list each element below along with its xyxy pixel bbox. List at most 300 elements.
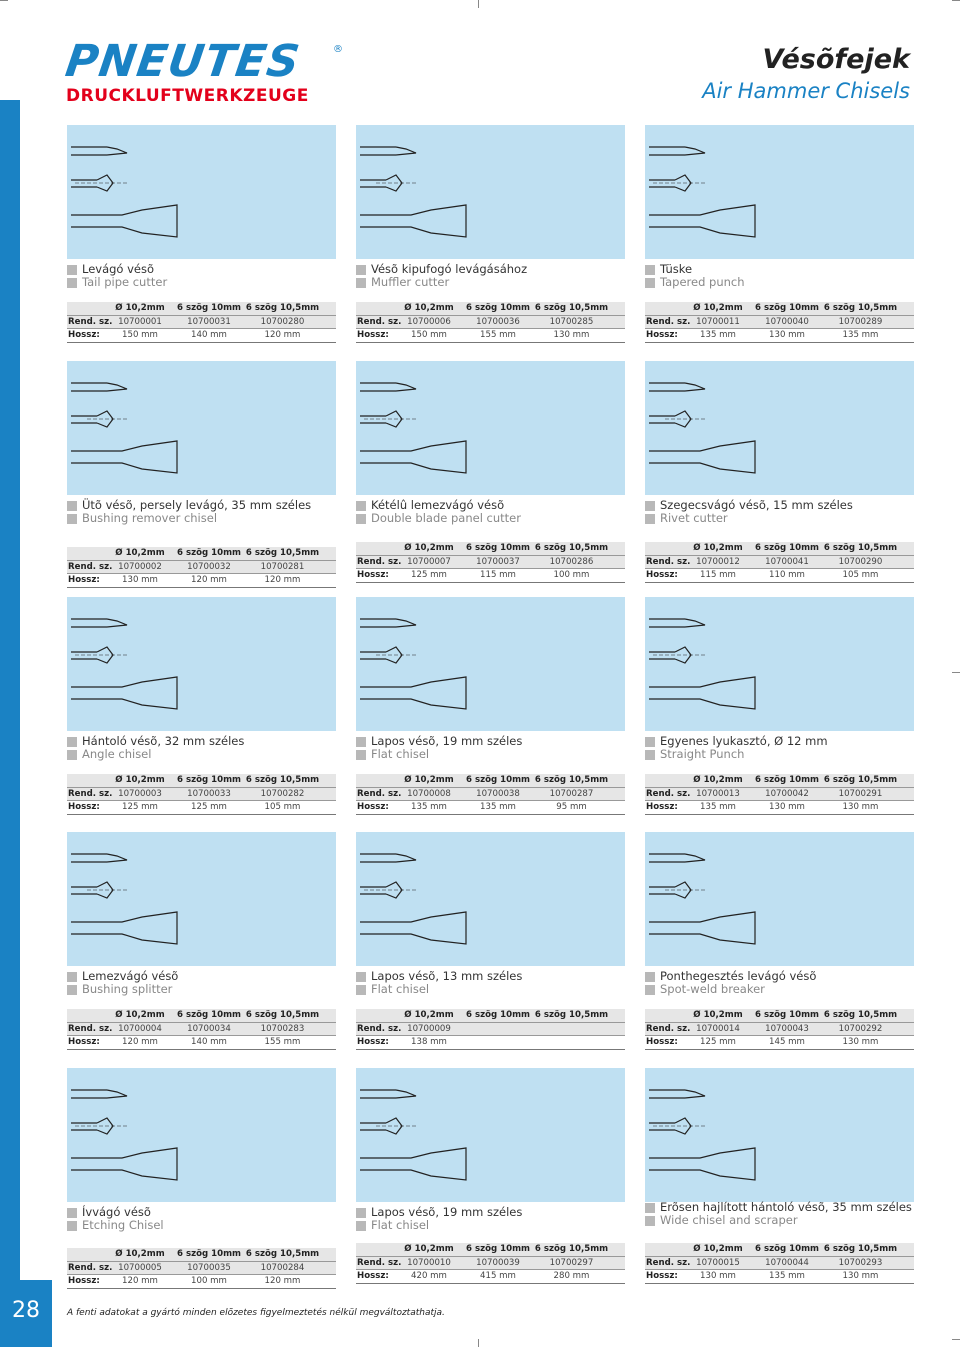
bullet-square-icon [67, 985, 77, 995]
bullet-square-icon [67, 278, 77, 288]
spec-table [645, 1009, 914, 1050]
product-image [356, 361, 625, 495]
product-image [645, 361, 914, 495]
col-header: Ø 10,2mm [693, 1010, 743, 1020]
order-number: 10700008 [407, 788, 451, 799]
col-header: Ø 10,2mm [115, 548, 165, 558]
product-name-hu: Levágó vésõ [82, 262, 155, 276]
order-number-row [645, 787, 914, 802]
length-value: 135 mm [700, 330, 736, 340]
order-number: 10700284 [260, 1262, 305, 1273]
length-value: 130 mm [700, 1271, 736, 1281]
spec-table [356, 542, 625, 583]
order-number: 10700013 [696, 788, 740, 799]
order-number: 10700042 [765, 788, 809, 799]
length-value: 145 mm [769, 1037, 805, 1047]
product-image [356, 832, 625, 966]
product-name-en: Spot-weld breaker [660, 982, 765, 996]
order-number: 10700015 [696, 1257, 740, 1268]
spec-header-row [645, 774, 914, 787]
order-number-label: Rend. sz. [646, 316, 691, 327]
bullet-square-icon [67, 750, 77, 760]
product-names [67, 735, 336, 761]
length-row [67, 329, 336, 343]
bullet-square-icon [645, 278, 655, 288]
order-number: 10700010 [407, 1257, 451, 1268]
order-number-row [67, 1022, 336, 1037]
col-header: 6 szög 10,5mm [245, 548, 320, 558]
page-number: 28 [12, 1298, 40, 1323]
spec-table [645, 542, 914, 583]
product-names [356, 1206, 625, 1232]
order-number-label: Rend. sz. [357, 1023, 402, 1034]
order-number-row [356, 555, 625, 570]
col-header: Ø 10,2mm [404, 1010, 454, 1020]
product-name-hu: Ütõ vésõ, persely levágó, 35 mm széles [82, 498, 312, 512]
spec-header-row [67, 1009, 336, 1022]
order-number-label: Rend. sz. [357, 316, 402, 327]
col-header: 6 szög 10,5mm [823, 303, 898, 313]
bullet-square-icon [67, 1221, 77, 1231]
length-row [356, 569, 625, 583]
order-number: 10700287 [549, 788, 594, 799]
length-value: 105 mm [264, 802, 301, 812]
order-number: 10700033 [187, 788, 231, 799]
product-name-en: Wide chisel and scraper [660, 1213, 798, 1227]
order-number-row [67, 315, 336, 330]
length-value: 130 mm [769, 802, 805, 812]
order-number: 10700293 [838, 1257, 883, 1268]
length-value: 100 mm [191, 1276, 227, 1286]
chisel-illustration [67, 832, 336, 966]
length-label: Hossz: [68, 1037, 100, 1047]
spec-header-row [356, 302, 625, 315]
product-image [67, 361, 336, 495]
chisel-illustration [67, 597, 336, 731]
chisel-illustration [645, 832, 914, 966]
length-value: 120 mm [122, 1037, 158, 1047]
product-names [645, 499, 914, 525]
length-value: 140 mm [191, 1037, 227, 1047]
product-image [356, 125, 625, 259]
col-header: 6 szög 10,5mm [823, 543, 898, 553]
spec-header-row [67, 302, 336, 315]
col-header: 6 szög 10mm [176, 303, 241, 313]
bullet-square-icon [356, 750, 366, 760]
col-header: 6 szög 10mm [465, 543, 530, 553]
col-header: 6 szög 10,5mm [534, 1010, 609, 1020]
length-value: 120 mm [264, 1276, 301, 1286]
order-number: 10700040 [765, 316, 809, 327]
order-number: 10700281 [260, 561, 305, 572]
order-number-row [356, 1022, 625, 1037]
col-header: 6 szög 10mm [176, 775, 241, 785]
footer-disclaimer: A fenti adatokat a gyártó minden elõzetes figyelmeztetés nélkül megváltoztathatja. [67, 1308, 445, 1318]
spec-header-row [645, 542, 914, 555]
length-label: Hossz: [646, 570, 678, 580]
product-name-en: Double blade panel cutter [371, 511, 521, 525]
col-header: 6 szög 10mm [176, 548, 241, 558]
order-number: 10700037 [476, 556, 520, 567]
product-name-hu: Lapos vésõ, 19 mm széles [371, 734, 523, 748]
bullet-square-icon [356, 1208, 366, 1218]
length-row [645, 569, 914, 583]
length-row [645, 1270, 914, 1284]
chisel-illustration [645, 361, 914, 495]
order-number: 10700032 [187, 561, 231, 572]
product-name-hu: Szegecsvágó vésõ, 15 mm széles [660, 498, 853, 512]
product-names [67, 263, 336, 289]
bullet-square-icon [645, 972, 655, 982]
product-name-hu: Kétélû lemezvágó vésõ [371, 498, 505, 512]
order-number: 10700043 [765, 1023, 809, 1034]
order-number-label: Rend. sz. [68, 1262, 113, 1273]
length-row [356, 329, 625, 343]
bullet-square-icon [356, 1221, 366, 1231]
product-name-en: Flat chisel [371, 982, 430, 996]
chisel-illustration [356, 125, 625, 259]
bullet-square-icon [356, 501, 366, 511]
bullet-square-icon [645, 1216, 655, 1226]
length-value: 155 mm [480, 330, 516, 340]
length-value: 125 mm [191, 802, 227, 812]
spec-table [356, 1009, 625, 1050]
crop-mark [0, 0, 8, 1]
order-number: 10700292 [838, 1023, 883, 1034]
col-header: 6 szög 10,5mm [245, 1249, 320, 1259]
length-label: Hossz: [646, 330, 678, 340]
product-names [67, 499, 336, 525]
product-names [645, 970, 914, 996]
spec-table [67, 774, 336, 815]
length-value: 130 mm [842, 1271, 879, 1281]
product-name-en: Bushing splitter [82, 982, 173, 996]
order-number: 10700011 [696, 316, 740, 327]
bullet-square-icon [645, 737, 655, 747]
product-name-en: Etching Chisel [82, 1218, 164, 1232]
bullet-square-icon [356, 265, 366, 275]
chisel-illustration [356, 1068, 625, 1202]
chisel-illustration [356, 361, 625, 495]
col-header: 6 szög 10,5mm [534, 1244, 609, 1254]
order-number: 10700012 [696, 556, 740, 567]
col-header: Ø 10,2mm [404, 775, 454, 785]
product-names [356, 499, 625, 525]
product-name-hu: Erõsen hajlított hántoló vésõ, 35 mm széles [660, 1200, 912, 1214]
col-header: 6 szög 10,5mm [245, 303, 320, 313]
order-number: 10700291 [838, 788, 883, 799]
product-name-hu: Ívvágó vésõ [82, 1205, 151, 1219]
product-image [356, 597, 625, 731]
col-header: 6 szög 10mm [754, 303, 819, 313]
col-header: Ø 10,2mm [115, 303, 165, 313]
chisel-illustration [645, 125, 914, 259]
product-name-en: Flat chisel [371, 1218, 430, 1232]
col-header: 6 szög 10mm [754, 1010, 819, 1020]
length-value: 150 mm [411, 330, 447, 340]
spec-table [356, 302, 625, 343]
col-header: 6 szög 10,5mm [245, 1010, 320, 1020]
order-number: 10700038 [476, 788, 520, 799]
length-value: 125 mm [122, 802, 158, 812]
product-names [356, 263, 625, 289]
length-value: 130 mm [842, 1037, 879, 1047]
crop-mark [952, 0, 960, 1]
product-name-hu: Vésõ kipufogó levágásához [371, 262, 528, 276]
bullet-square-icon [67, 265, 77, 275]
title-english: Air Hammer Chisels [702, 79, 910, 103]
order-number-label: Rend. sz. [357, 1257, 402, 1268]
length-value: 130 mm [769, 330, 805, 340]
spec-table [645, 302, 914, 343]
product-names [356, 970, 625, 996]
col-header: Ø 10,2mm [404, 303, 454, 313]
length-value: 150 mm [122, 330, 158, 340]
spec-table [67, 1009, 336, 1050]
order-number: 10700006 [407, 316, 451, 327]
col-header: Ø 10,2mm [693, 303, 743, 313]
bullet-square-icon [67, 501, 77, 511]
order-number-row [67, 787, 336, 802]
product-names [645, 263, 914, 289]
length-value: 135 mm [700, 802, 736, 812]
order-number-row [67, 560, 336, 575]
length-value: 125 mm [700, 1037, 736, 1047]
order-number: 10700044 [765, 1257, 809, 1268]
length-label: Hossz: [68, 1276, 100, 1286]
length-value: 120 mm [264, 330, 301, 340]
spec-header-row [356, 542, 625, 555]
product-name-hu: Ponthegesztés levágó vésõ [660, 969, 817, 983]
col-header: Ø 10,2mm [404, 1244, 454, 1254]
chisel-illustration [67, 1068, 336, 1202]
col-header: Ø 10,2mm [693, 543, 743, 553]
product-name-en: Tail pipe cutter [82, 275, 168, 289]
brand-logo [62, 36, 309, 106]
col-header: 6 szög 10mm [465, 303, 530, 313]
col-header: 6 szög 10,5mm [534, 775, 609, 785]
order-number: 10700286 [549, 556, 594, 567]
length-label: Hossz: [68, 575, 100, 585]
length-label: Hossz: [357, 1271, 389, 1281]
col-header: Ø 10,2mm [115, 1010, 165, 1020]
order-number: 10700041 [765, 556, 809, 567]
length-label: Hossz: [68, 330, 100, 340]
spec-header-row [67, 774, 336, 787]
crop-mark [952, 1339, 960, 1340]
product-names [67, 970, 336, 996]
chisel-illustration [356, 597, 625, 731]
product-image [67, 597, 336, 731]
spec-header-row [67, 547, 336, 560]
spec-table [356, 1243, 625, 1284]
length-value: 130 mm [842, 802, 879, 812]
length-value: 95 mm [556, 802, 587, 812]
length-value: 135 mm [769, 1271, 805, 1281]
bullet-square-icon [645, 1203, 655, 1213]
order-number-row [645, 1022, 914, 1037]
length-row [356, 1036, 625, 1050]
bullet-square-icon [356, 514, 366, 524]
order-number-row [645, 555, 914, 570]
order-number-label: Rend. sz. [357, 556, 402, 567]
bullet-square-icon [67, 514, 77, 524]
order-number-label: Rend. sz. [646, 556, 691, 567]
crop-mark [952, 672, 960, 673]
product-image [67, 1068, 336, 1202]
col-header: Ø 10,2mm [115, 775, 165, 785]
chisel-illustration [67, 361, 336, 495]
col-header: Ø 10,2mm [693, 775, 743, 785]
bullet-square-icon [67, 972, 77, 982]
title-hungarian: Vésõfejek [762, 44, 910, 75]
order-number: 10700005 [118, 1262, 162, 1273]
length-row [645, 329, 914, 343]
length-label: Hossz: [646, 1037, 678, 1047]
crop-mark [478, 1339, 479, 1347]
length-row [67, 574, 336, 588]
chisel-illustration [645, 1068, 914, 1202]
spec-header-row [356, 774, 625, 787]
spec-table [645, 774, 914, 815]
length-value: 135 mm [480, 802, 516, 812]
length-label: Hossz: [68, 802, 100, 812]
product-image [645, 832, 914, 966]
col-header: 6 szög 10mm [754, 543, 819, 553]
registered-mark: ® [333, 44, 343, 55]
col-header: 6 szög 10,5mm [823, 1244, 898, 1254]
col-header: 6 szög 10mm [754, 1244, 819, 1254]
spec-table [67, 302, 336, 343]
length-row [645, 801, 914, 815]
order-number: 10700009 [407, 1023, 451, 1034]
length-label: Hossz: [646, 1271, 678, 1281]
col-header: 6 szög 10,5mm [823, 775, 898, 785]
bullet-square-icon [356, 972, 366, 982]
order-number: 10700280 [260, 316, 305, 327]
col-header: 6 szög 10mm [754, 775, 819, 785]
length-row [67, 801, 336, 815]
order-number-label: Rend. sz. [68, 561, 113, 572]
order-number: 10700004 [118, 1023, 162, 1034]
spec-header-row [356, 1009, 625, 1022]
product-name-hu: Lapos vésõ, 19 mm széles [371, 1205, 523, 1219]
length-label: Hossz: [357, 802, 389, 812]
order-number: 10700014 [696, 1023, 740, 1034]
length-value: 130 mm [122, 575, 158, 585]
product-name-en: Angle chisel [82, 747, 152, 761]
col-header: 6 szög 10,5mm [534, 303, 609, 313]
length-label: Hossz: [646, 802, 678, 812]
order-number: 10700003 [118, 788, 162, 799]
order-number: 10700007 [407, 556, 451, 567]
length-value: 120 mm [191, 575, 227, 585]
chisel-illustration [67, 125, 336, 259]
length-label: Hossz: [357, 1037, 389, 1047]
col-header: 6 szög 10,5mm [534, 543, 609, 553]
length-value: 115 mm [480, 570, 516, 580]
length-value: 420 mm [411, 1271, 447, 1281]
length-value: 120 mm [122, 1276, 158, 1286]
bullet-square-icon [356, 737, 366, 747]
order-number: 10700002 [118, 561, 162, 572]
product-image [67, 832, 336, 966]
order-number-row [356, 1256, 625, 1271]
spec-header-row [645, 302, 914, 315]
length-value: 140 mm [191, 330, 227, 340]
product-name-en: Muffler cutter [371, 275, 450, 289]
col-header: 6 szög 10,5mm [823, 1010, 898, 1020]
product-image [67, 125, 336, 259]
product-name-en: Bushing remover chisel [82, 511, 218, 525]
length-value: 110 mm [769, 570, 805, 580]
order-number-row [356, 787, 625, 802]
order-number-row [645, 315, 914, 330]
product-name-en: Tapered punch [660, 275, 745, 289]
order-number: 10700031 [187, 316, 231, 327]
order-number: 10700035 [187, 1262, 231, 1273]
product-names [356, 735, 625, 761]
spec-header-row [67, 1248, 336, 1261]
order-number-label: Rend. sz. [68, 1023, 113, 1034]
bullet-square-icon [645, 985, 655, 995]
logo-subtitle: DRUCKLUFTWERKZEUGE [66, 86, 309, 106]
product-name-hu: Egyenes lyukasztó, Ø 12 mm [660, 734, 828, 748]
bullet-square-icon [356, 985, 366, 995]
spec-table [645, 1243, 914, 1284]
length-value: 280 mm [553, 1271, 590, 1281]
spec-header-row [645, 1243, 914, 1256]
length-value: 415 mm [480, 1271, 516, 1281]
order-number: 10700039 [476, 1257, 520, 1268]
chisel-illustration [645, 597, 914, 731]
spec-table [356, 774, 625, 815]
length-value: 115 mm [700, 570, 736, 580]
length-value: 120 mm [264, 575, 301, 585]
product-name-hu: Hántoló vésõ, 32 mm széles [82, 734, 245, 748]
order-number-label: Rend. sz. [646, 1023, 691, 1034]
spec-header-row [645, 1009, 914, 1022]
length-row [67, 1036, 336, 1050]
col-header: Ø 10,2mm [404, 543, 454, 553]
order-number-row [67, 1261, 336, 1276]
product-names [645, 735, 914, 761]
order-number-label: Rend. sz. [646, 788, 691, 799]
product-name-en: Straight Punch [660, 747, 745, 761]
order-number-label: Rend. sz. [646, 1257, 691, 1268]
length-value: 105 mm [842, 570, 879, 580]
product-name-en: Flat chisel [371, 747, 430, 761]
length-value: 100 mm [553, 570, 590, 580]
length-value: 130 mm [553, 330, 590, 340]
col-header: Ø 10,2mm [115, 1249, 165, 1259]
product-name-en: Rivet cutter [660, 511, 728, 525]
order-number-label: Rend. sz. [68, 788, 113, 799]
spec-table [67, 547, 336, 588]
product-name-hu: Tüske [660, 262, 693, 276]
product-names [67, 1206, 336, 1232]
product-image [645, 597, 914, 731]
product-image [645, 125, 914, 259]
length-label: Hossz: [357, 570, 389, 580]
length-row [645, 1036, 914, 1050]
col-header: Ø 10,2mm [693, 1244, 743, 1254]
bullet-square-icon [645, 501, 655, 511]
crop-mark [478, 0, 479, 8]
col-header: 6 szög 10,5mm [245, 775, 320, 785]
length-value: 138 mm [411, 1037, 447, 1047]
col-header: 6 szög 10mm [176, 1249, 241, 1259]
